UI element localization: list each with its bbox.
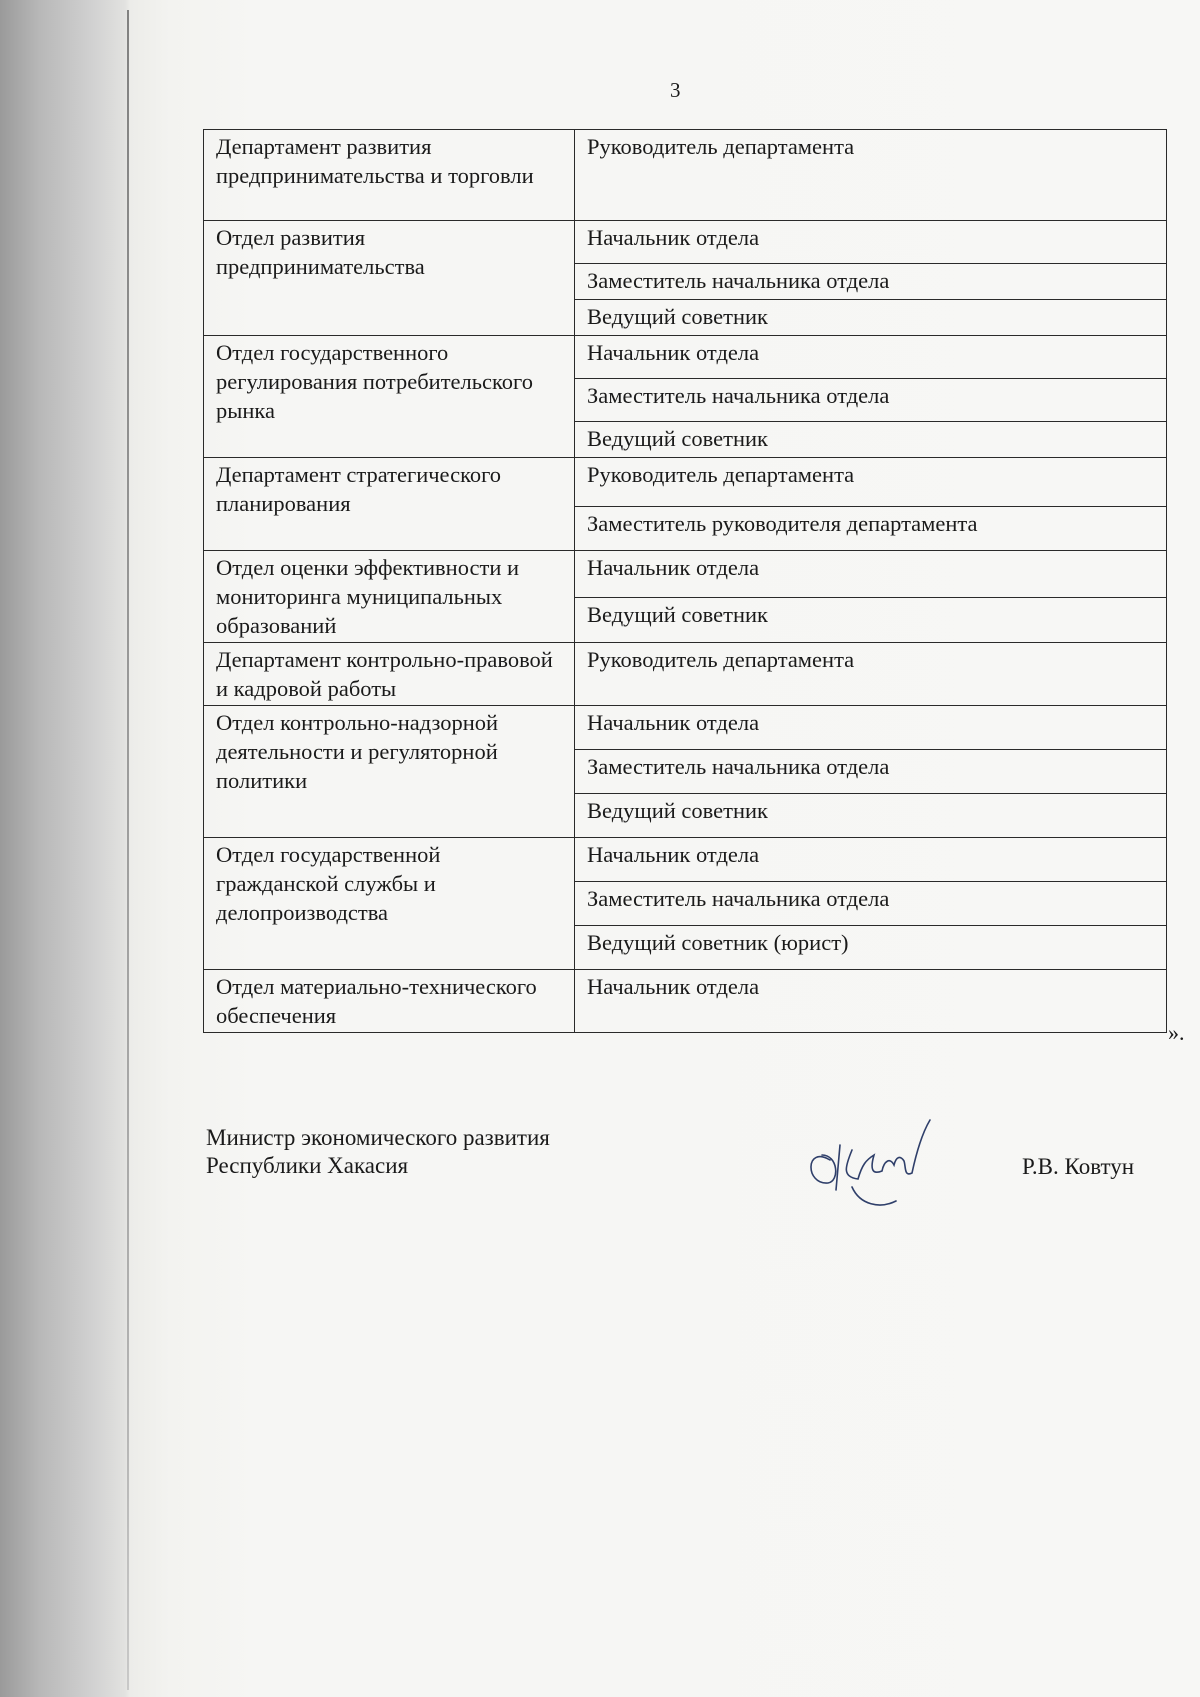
unit-name-cell: Департамент стратегического планирования	[204, 458, 575, 551]
unit-name-cell: Департамент контрольно-правовой и кадровой работы	[204, 643, 575, 706]
position-cell: Руководитель департамента	[575, 643, 1167, 706]
signatory-name: Р.В. Ковтун	[1022, 1154, 1135, 1179]
unit-name-cell: Департамент развития предпринимательства и торговли	[204, 130, 575, 221]
page-number: 3	[670, 78, 681, 102]
position-cell: Ведущий советник	[575, 422, 1167, 458]
position-cell: Заместитель начальника отдела	[575, 264, 1167, 300]
position-cell: Начальник отдела	[575, 221, 1167, 264]
table-row	[204, 643, 1167, 706]
position-cell: Ведущий советник	[575, 598, 1167, 643]
position-cell: Руководитель департамента	[575, 458, 1167, 507]
table-row	[204, 551, 1167, 598]
handwritten-signature	[800, 1105, 940, 1215]
position-cell: Ведущий советник	[575, 794, 1167, 838]
table-row	[204, 221, 1167, 264]
table-row	[204, 336, 1167, 379]
position-cell: Заместитель руководителя департамента	[575, 507, 1167, 551]
position-cell: Начальник отдела	[575, 336, 1167, 379]
signatory-title-line1: Министр экономического развития	[206, 1125, 550, 1150]
table-row	[204, 458, 1167, 507]
unit-name-cell: Отдел развития предпринимательства	[204, 221, 575, 336]
position-cell: Ведущий советник (юрист)	[575, 926, 1167, 970]
unit-name-cell: Отдел оценки эффективности и мониторинга муниципальных образований	[204, 551, 575, 643]
unit-name-cell: Отдел контрольно-надзорной деятельности и регуляторной политики	[204, 706, 575, 838]
binding-shadow-line	[127, 10, 129, 1690]
table-row	[204, 838, 1167, 882]
unit-name-cell: Отдел материально-технического обеспечения	[204, 970, 575, 1033]
position-cell: Ведущий советник	[575, 300, 1167, 336]
position-cell: Начальник отдела	[575, 970, 1167, 1033]
signatory-title	[206, 1124, 550, 1180]
position-cell: Заместитель начальника отдела	[575, 882, 1167, 926]
position-cell: Заместитель начальника отдела	[575, 750, 1167, 794]
position-cell: Начальник отдела	[575, 551, 1167, 598]
unit-name-cell: Отдел государственного регулирования потребительского рынка	[204, 336, 575, 458]
position-cell: Руководитель департамента	[575, 130, 1167, 221]
table-row	[204, 130, 1167, 221]
table-row	[204, 970, 1167, 1033]
unit-name-cell: Отдел государственной гражданской службы и делопроизводства	[204, 838, 575, 970]
closing-quote: ».	[1168, 1020, 1185, 1045]
staff-positions-table	[203, 129, 1167, 1033]
staff-table-body	[204, 130, 1167, 1033]
position-cell: Начальник отдела	[575, 706, 1167, 750]
table-row	[204, 706, 1167, 750]
position-cell: Заместитель начальника отдела	[575, 379, 1167, 422]
position-cell: Начальник отдела	[575, 838, 1167, 882]
signatory-title-line2: Республики Хакасия	[206, 1153, 409, 1178]
